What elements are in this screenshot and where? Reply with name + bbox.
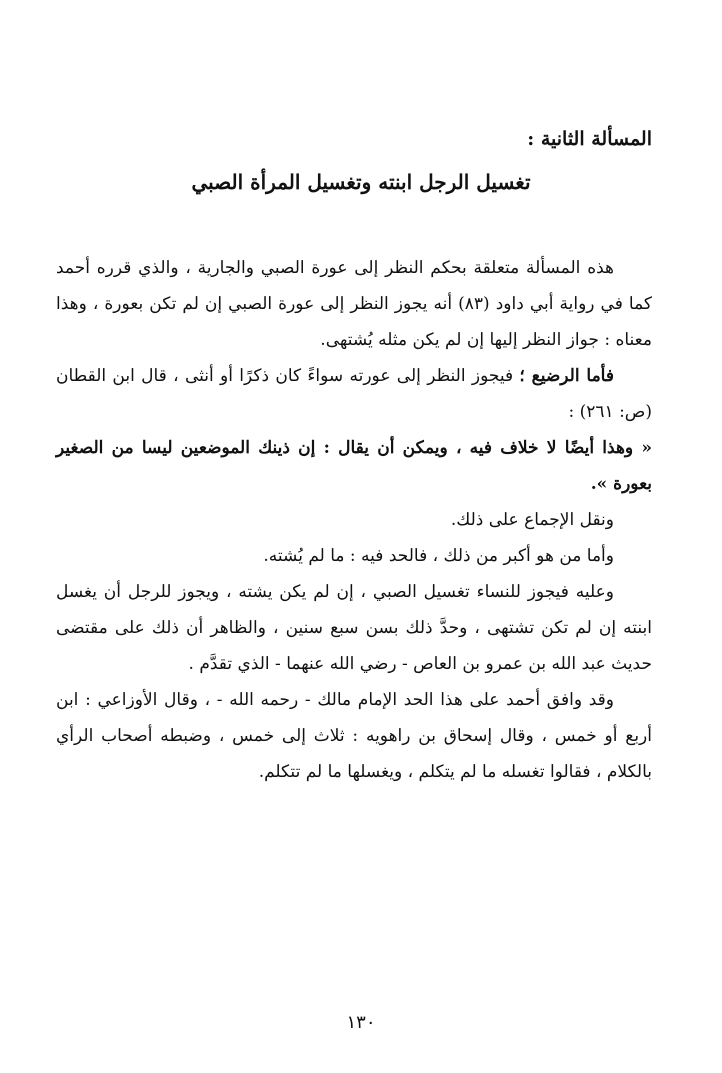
paragraph-7: وقد وافق أحمد على هذا الحد الإمام مالك - رحمه الله - ، وقال الأوزاعي : ابن أربع أو خمس ، وقال إسحاق بن راهويه : ثلاث إلى خمس ، وضبطه أصحاب الرأي بالكلام ، فقالوا تغسله ما لم يتكلم ، ويغسلها ما لم تتكلم. [56,690,652,782]
paragraph-2-lead: فأما الرضيع ؛ [519,366,614,386]
paragraph-5: وأما من هو أكبر من ذلك ، فالحد فيه : ما لم يُشته. [263,546,614,566]
paragraph-6: وعليه فيجوز للنساء تغسيل الصبي ، إن لم يكن يشته ، ويجوز للرجل أن يغسل ابنته إن لم تكن تشتهى ، وحدَّ ذلك بسن سبع سنين ، والظاهر أن ذلك على مقتضى حديث عبد الله بن عمرو بن العاص - رضي الله عنهما - الذي تقدَّم . [56,582,652,674]
paragraph-1: هذه المسألة متعلقة بحكم النظر إلى عورة الصبي والجارية ، والذي قرره أحمد كما في رواية أبي داود (٨٣) أنه يجوز النظر إلى عورة الصبي إن لم تكن بعورة ، وهذا معناه : جواز النظر إليها إن لم يكن مثله يُشتهى. [56,258,652,350]
paragraph-2 [56,358,652,430]
page-number: ١٣٠ [346,1012,376,1033]
section-title: تغسيل الرجل ابنته وتغسيل المرأة الصبي [191,170,531,194]
section-label: المسألة الثانية : [527,128,652,150]
document-body [56,250,652,790]
paragraph-2-text: فيجوز النظر إلى عورته سواءً كان ذكرًا أو أنثى ، قال ابن القطان (ص: ٢٦١) : [56,366,652,422]
paragraph-4: ونقل الإجماع على ذلك. [450,510,614,530]
quotation: « وهذا أيضًا لا خلاف فيه ، ويمكن أن يقال : إن ذينك الموضعين ليسا من الصغير بعورة ». [56,438,652,494]
